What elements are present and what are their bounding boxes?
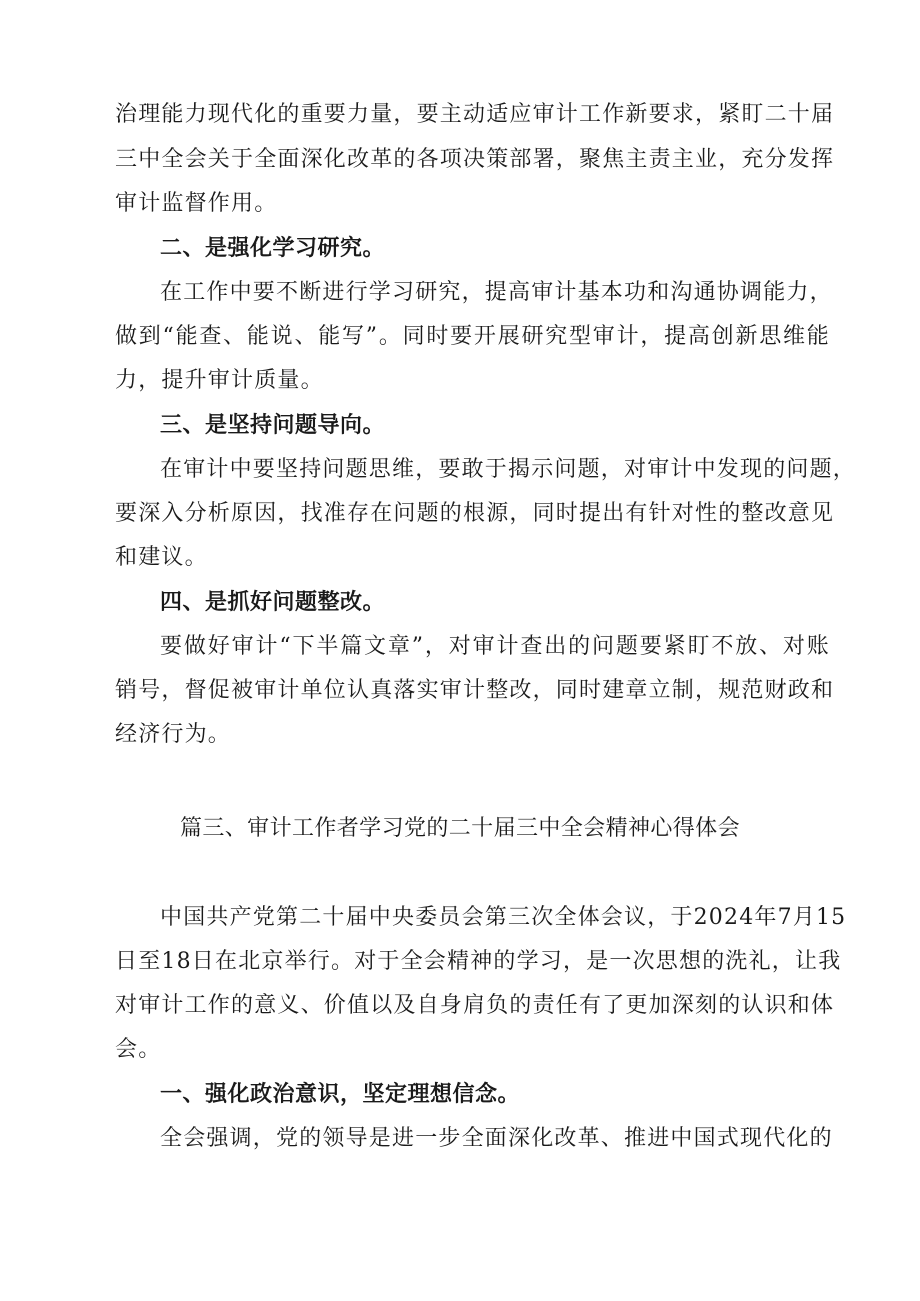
section-heading: 一、强化政治意识，坚定理想信念。 (160, 1082, 521, 1107)
paragraph-line: 中国共产党第二十届中央委员会第三次全体会议，于2024年7月15 (160, 905, 847, 930)
paragraph-line: 力，提升审计质量。 (115, 368, 324, 393)
section-heading: 三、是坚持问题导向。 (160, 413, 386, 438)
paragraph-line: 经济行为。 (115, 722, 232, 747)
paragraph-line: 三中全会关于全面深化改革的各项决策部署，聚焦主责主业，充分发挥 (115, 147, 835, 172)
paragraph-line: 日至18日在北京举行。对于全会精神的学习，是一次思想的洗礼，让我 (115, 949, 842, 974)
paragraph-line: 审计监督作用。 (115, 191, 278, 216)
paragraph-line: 做到“能查、能说、能写”。同时要开展研究型审计，提高创新思维能 (115, 324, 830, 349)
paragraph-line: 在工作中要不断进行学习研究，提高审计基本功和沟通协调能力， (160, 280, 833, 305)
paragraph-line: 要深入分析原因，找准存在问题的根源，同时提出有针对性的整改意见 (115, 501, 835, 526)
paragraph-line: 在审计中要坚持问题思维，要敢于揭示问题，对审计中发现的问题， (160, 457, 857, 482)
paragraph-line: 治理能力现代化的重要力量，要主动适应审计工作新要求，紧盯二十届 (115, 102, 835, 127)
section-heading: 二、是强化学习研究。 (160, 236, 386, 261)
section-heading: 四、是抓好问题整改。 (160, 590, 386, 615)
paragraph-line: 全会强调，党的领导是进一步全面深化改革、推进中国式现代化的 (160, 1126, 833, 1151)
paragraph-line: 对审计工作的意义、价值以及自身肩负的责任有了更加深刻的认识和体 (115, 993, 835, 1018)
paragraph-line: 会。 (115, 1037, 162, 1062)
paragraph-line: 和建议。 (115, 545, 208, 570)
paragraph-line: 要做好审计“下半篇文章”，对审计查出的问题要紧盯不放、对账 (160, 634, 830, 659)
article-title: 篇三、审计工作者学习党的二十届三中全会精神心得体会 (179, 816, 740, 841)
paragraph-line: 销号，督促被审计单位认真落实审计整改，同时建章立制，规范财政和 (115, 678, 835, 703)
